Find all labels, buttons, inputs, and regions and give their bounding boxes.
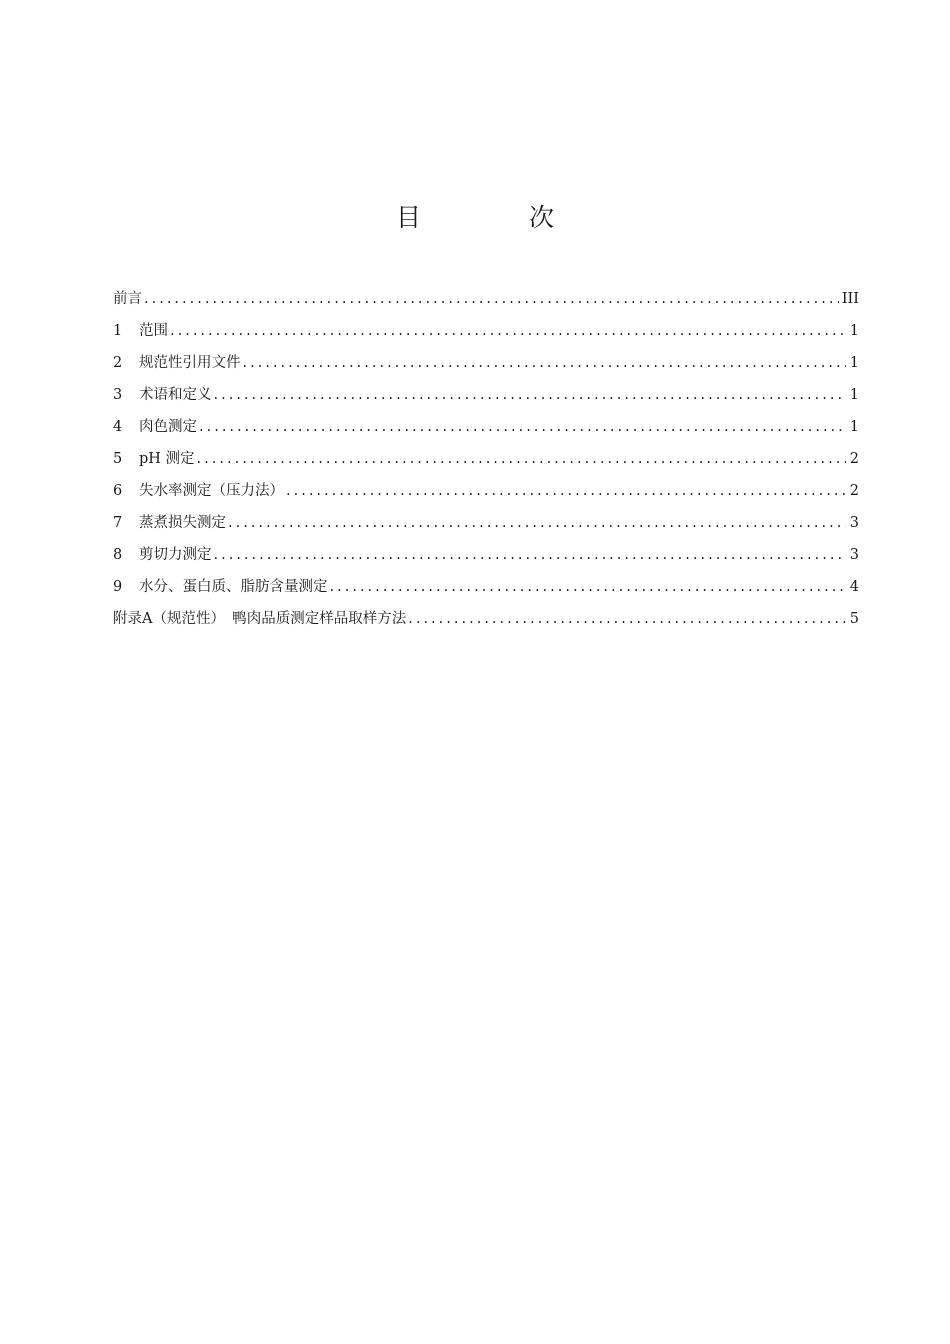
toc-entry-title: 前言 xyxy=(113,291,142,307)
toc-leader-dots xyxy=(214,542,847,568)
toc-leader-dots xyxy=(197,446,846,472)
toc-page-number: 3 xyxy=(849,515,859,531)
toc-page-number: 1 xyxy=(849,323,859,339)
toc-entry-title: 肉色测定 xyxy=(139,419,197,435)
toc-page-number: 4 xyxy=(849,579,859,595)
toc-entry-8[interactable] xyxy=(113,542,859,574)
toc-page-number: 5 xyxy=(849,611,859,627)
toc-entry-4[interactable] xyxy=(113,414,859,446)
toc-page-number: III xyxy=(841,291,859,307)
toc-leader-dots xyxy=(214,382,847,408)
toc-entry-number: 6 xyxy=(113,483,123,499)
toc-leader-dots xyxy=(286,478,846,504)
toc-page-number: 1 xyxy=(849,387,859,403)
toc-entry-title: 蒸煮损失测定 xyxy=(139,515,226,531)
toc-entry-number: 8 xyxy=(113,547,123,563)
toc-entry-appendix-a[interactable] xyxy=(113,606,859,638)
toc-leader-dots xyxy=(144,286,839,312)
toc-leader-dots xyxy=(408,606,846,632)
toc-leader-dots xyxy=(170,318,846,344)
toc-leader-dots xyxy=(228,510,846,536)
toc-entry-6[interactable] xyxy=(113,478,859,510)
toc-entry-title: 附录A（规范性） 鸭肉品质测定样品取样方法 xyxy=(113,611,407,627)
toc-entry-number: 4 xyxy=(113,419,123,435)
toc-entry-number: 7 xyxy=(113,515,123,531)
toc-page-number: 2 xyxy=(849,483,859,499)
toc-entry-title: pH 测定 xyxy=(139,451,195,467)
toc-entry-title: 剪切力测定 xyxy=(139,547,212,563)
toc-entry-number: 9 xyxy=(113,579,123,595)
toc-entry-foreword[interactable] xyxy=(113,286,859,318)
toc-entry-title: 失水率测定（压力法） xyxy=(139,483,284,499)
toc-leader-dots xyxy=(330,574,847,600)
toc-entry-7[interactable] xyxy=(113,510,859,542)
toc-entry-title: 术语和定义 xyxy=(139,387,212,403)
table-of-contents xyxy=(113,286,859,638)
toc-entry-number: 3 xyxy=(113,387,123,403)
toc-page-number: 1 xyxy=(849,419,859,435)
toc-entry-9[interactable] xyxy=(113,574,859,606)
toc-page-number: 3 xyxy=(849,547,859,563)
toc-page-number: 2 xyxy=(849,451,859,467)
toc-leader-dots xyxy=(243,350,847,376)
toc-leader-dots xyxy=(199,414,846,440)
toc-entry-number: 5 xyxy=(113,451,123,467)
toc-entry-1[interactable] xyxy=(113,318,859,350)
toc-entry-3[interactable] xyxy=(113,382,859,414)
toc-entry-number: 2 xyxy=(113,355,123,371)
toc-entry-number: 1 xyxy=(113,323,123,339)
toc-entry-2[interactable] xyxy=(113,350,859,382)
toc-page-number: 1 xyxy=(849,355,859,371)
toc-entry-title: 范围 xyxy=(139,323,168,339)
toc-entry-5[interactable] xyxy=(113,446,859,478)
toc-entry-title: 规范性引用文件 xyxy=(139,355,241,371)
page-title: 目 次 xyxy=(396,203,604,232)
toc-entry-title: 水分、蛋白质、脂肪含量测定 xyxy=(139,579,328,595)
